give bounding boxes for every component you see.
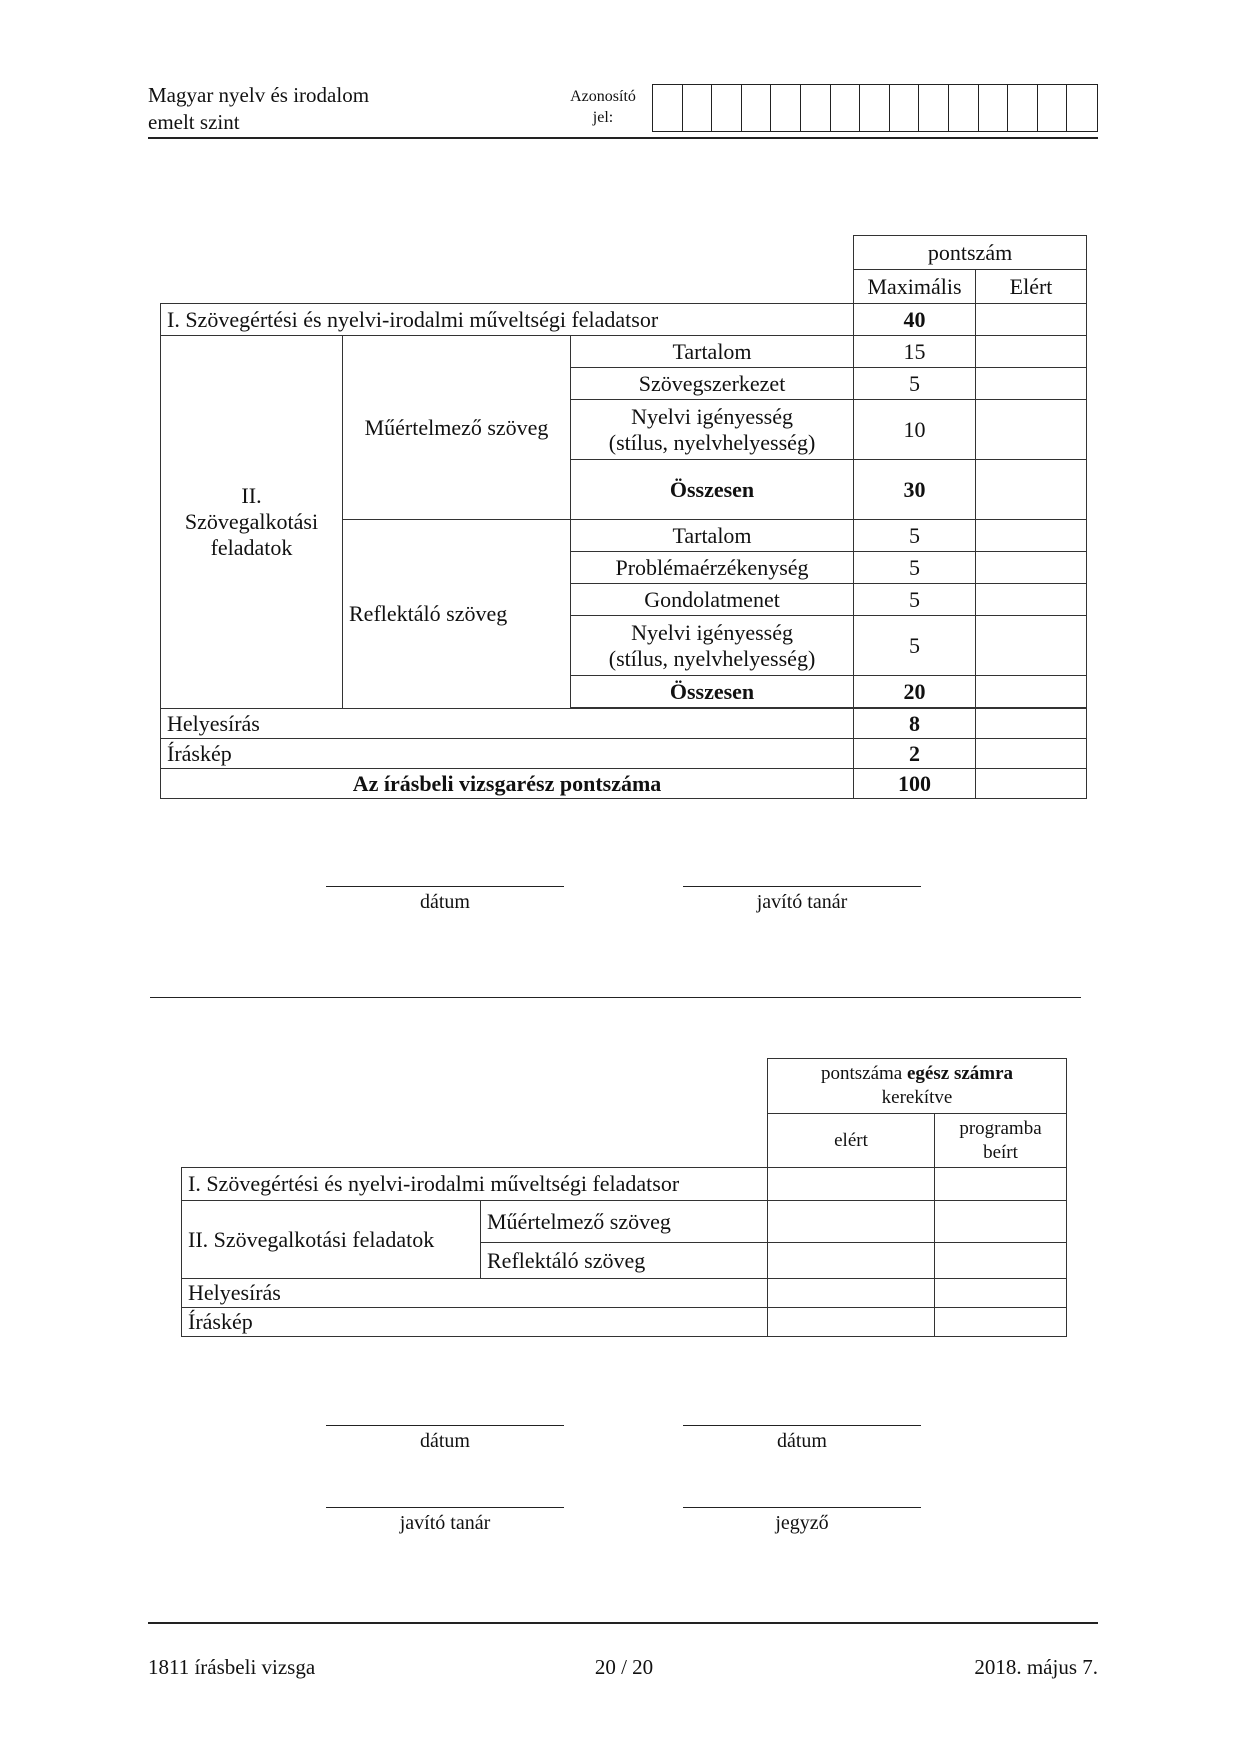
- id-digit-box[interactable]: [1038, 85, 1068, 131]
- achieved-cell[interactable]: [976, 676, 1087, 708]
- entered-cell[interactable]: [935, 1168, 1067, 1201]
- id-digit-box[interactable]: [683, 85, 713, 131]
- teacher-signature-2: [326, 1507, 564, 1535]
- max-value: 5: [854, 520, 976, 552]
- exam-subject: [148, 82, 369, 136]
- id-digit-box[interactable]: [653, 85, 683, 131]
- id-digit-box[interactable]: [919, 85, 949, 131]
- signature-line[interactable]: [683, 1507, 921, 1508]
- id-label-line1: Azonosító: [570, 88, 636, 105]
- section-separator: [150, 997, 1081, 998]
- criterion-line: Nyelvi igényesség: [631, 403, 793, 429]
- rounded-score-table: [181, 1058, 1067, 1337]
- teacher-signature: [683, 886, 921, 914]
- criterion-label: Gondolatmenet: [571, 584, 854, 616]
- achieved-header: elért: [768, 1114, 935, 1168]
- header-divider: [148, 137, 1098, 139]
- achieved-cell[interactable]: [976, 336, 1087, 368]
- max-value: 30: [854, 460, 976, 520]
- entered-header-line1: programba: [959, 1117, 1042, 1139]
- entered-header: [935, 1114, 1067, 1168]
- signature-line[interactable]: [326, 1425, 564, 1426]
- reflektalo-label: Reflektáló szöveg: [343, 520, 571, 709]
- signature-caption: javító tanár: [399, 1512, 491, 1534]
- max-value: 8: [854, 709, 976, 739]
- muertelmezo-label: Műértelmező szöveg: [481, 1201, 768, 1243]
- id-digit-box[interactable]: [712, 85, 742, 131]
- footer-date: 2018. május 7.: [974, 1655, 1098, 1679]
- id-digit-box[interactable]: [979, 85, 1009, 131]
- max-header: Maximális: [854, 270, 976, 304]
- id-digit-box[interactable]: [801, 85, 831, 131]
- date-signature-left: [326, 1425, 564, 1453]
- achieved-cell[interactable]: [768, 1308, 935, 1337]
- achieved-cell[interactable]: [976, 400, 1087, 460]
- achieved-cell[interactable]: [976, 709, 1087, 739]
- muertelmezo-label: Műértelmező szöveg: [343, 336, 571, 520]
- criterion-line: Nyelvi igényesség: [631, 619, 793, 645]
- registrar-signature: [683, 1507, 921, 1535]
- subtotal-label: Összesen: [571, 676, 854, 708]
- achieved-cell[interactable]: [976, 520, 1087, 552]
- achieved-cell[interactable]: [976, 769, 1087, 799]
- spelling-label: Helyesírás: [161, 709, 854, 739]
- achieved-cell[interactable]: [976, 304, 1087, 336]
- max-value: 20: [854, 676, 976, 708]
- footer-exam-code: 1811 írásbeli vizsga: [148, 1655, 316, 1679]
- score-table: [160, 235, 1087, 799]
- subject-title: Magyar nyelv és irodalom: [148, 83, 370, 107]
- max-value: 40: [854, 304, 976, 336]
- criterion-label: [571, 616, 854, 676]
- max-value: 5: [854, 584, 976, 616]
- total-label: Az írásbeli vizsgarész pontszáma: [161, 769, 854, 799]
- signature-caption: dátum: [777, 1430, 827, 1452]
- signature-line[interactable]: [683, 1425, 921, 1426]
- achieved-cell[interactable]: [976, 460, 1087, 520]
- header-bold-text: egész számra: [907, 1063, 1014, 1084]
- criterion-label: Tartalom: [571, 520, 854, 552]
- achieved-cell[interactable]: [976, 616, 1087, 676]
- id-digit-box[interactable]: [1067, 85, 1097, 131]
- achieved-cell[interactable]: [768, 1201, 935, 1243]
- achieved-cell[interactable]: [768, 1168, 935, 1201]
- criterion-label: Problémaérzékenység: [571, 552, 854, 584]
- signature-caption: dátum: [420, 891, 470, 913]
- id-digit-box[interactable]: [1008, 85, 1038, 131]
- entered-cell[interactable]: [935, 1243, 1067, 1279]
- spelling-label: Helyesírás: [182, 1279, 768, 1308]
- criterion-line: (stílus, nyelvhelyesség): [608, 429, 816, 455]
- handwriting-label: Íráskép: [161, 739, 854, 769]
- max-value: 5: [854, 368, 976, 400]
- signature-line[interactable]: [326, 1507, 564, 1508]
- id-digit-box[interactable]: [742, 85, 772, 131]
- section-II-line1: II.: [241, 483, 262, 508]
- achieved-cell[interactable]: [976, 552, 1087, 584]
- achieved-cell[interactable]: [768, 1279, 935, 1308]
- id-digit-box[interactable]: [949, 85, 979, 131]
- criterion-line: (stílus, nyelvhelyesség): [608, 645, 816, 671]
- section-II-label: [161, 336, 343, 709]
- section-II-line2: Szövegalkotási: [184, 509, 319, 534]
- id-digit-box[interactable]: [860, 85, 890, 131]
- id-code-boxes[interactable]: [652, 84, 1098, 132]
- entered-cell[interactable]: [935, 1308, 1067, 1337]
- reflektalo-label: Reflektáló szöveg: [481, 1243, 768, 1279]
- entered-cell[interactable]: [935, 1279, 1067, 1308]
- row-label-part1: I. Szövegértési és nyelvi-irodalmi műveltségi feladatsor: [161, 304, 854, 336]
- points-header: pontszám: [854, 236, 1087, 270]
- rounded-header-line1: [774, 1062, 1060, 1086]
- handwriting-label: Íráskép: [182, 1308, 768, 1337]
- date-signature-right: [683, 1425, 921, 1453]
- achieved-cell[interactable]: [976, 584, 1087, 616]
- signature-line[interactable]: [326, 886, 564, 887]
- max-value: 15: [854, 336, 976, 368]
- achieved-cell[interactable]: [976, 368, 1087, 400]
- max-value: 5: [854, 616, 976, 676]
- page-number: 20 / 20: [594, 1655, 654, 1679]
- criterion-label: Szövegszerkezet: [571, 368, 854, 400]
- criterion-label: Tartalom: [571, 336, 854, 368]
- achieved-cell[interactable]: [768, 1243, 935, 1279]
- subtotal-label: Összesen: [571, 460, 854, 520]
- id-digit-box[interactable]: [771, 85, 801, 131]
- row-label-part1: I. Szövegértési és nyelvi-irodalmi műveltségi feladatsor: [182, 1168, 768, 1201]
- max-value: 5: [854, 552, 976, 584]
- section-II-line3: feladatok: [210, 535, 293, 560]
- total-max: 100: [854, 769, 976, 799]
- subject-level: emelt szint: [148, 110, 240, 134]
- achieved-header: Elért: [976, 270, 1087, 304]
- max-value: 10: [854, 400, 976, 460]
- rounded-header: [768, 1059, 1067, 1114]
- entered-cell[interactable]: [935, 1201, 1067, 1243]
- signature-caption: jegyző: [775, 1512, 829, 1534]
- id-digit-box[interactable]: [890, 85, 920, 131]
- signature-caption: javító tanár: [756, 891, 848, 913]
- signature-line[interactable]: [683, 886, 921, 887]
- criterion-label: [571, 400, 854, 460]
- id-digit-box[interactable]: [831, 85, 861, 131]
- entered-header-line2: beírt: [983, 1141, 1018, 1163]
- rounded-header-line2: kerekítve: [881, 1087, 953, 1108]
- date-signature: [326, 886, 564, 914]
- row-label-part2: II. Szövegalkotási feladatok: [182, 1201, 481, 1279]
- id-label: [553, 86, 653, 128]
- id-label-line2: jel:: [592, 109, 614, 126]
- footer-divider: [148, 1622, 1098, 1624]
- max-value: 2: [854, 739, 976, 769]
- header-text: pontszáma: [820, 1063, 907, 1084]
- signature-caption: dátum: [420, 1430, 470, 1452]
- achieved-cell[interactable]: [976, 739, 1087, 769]
